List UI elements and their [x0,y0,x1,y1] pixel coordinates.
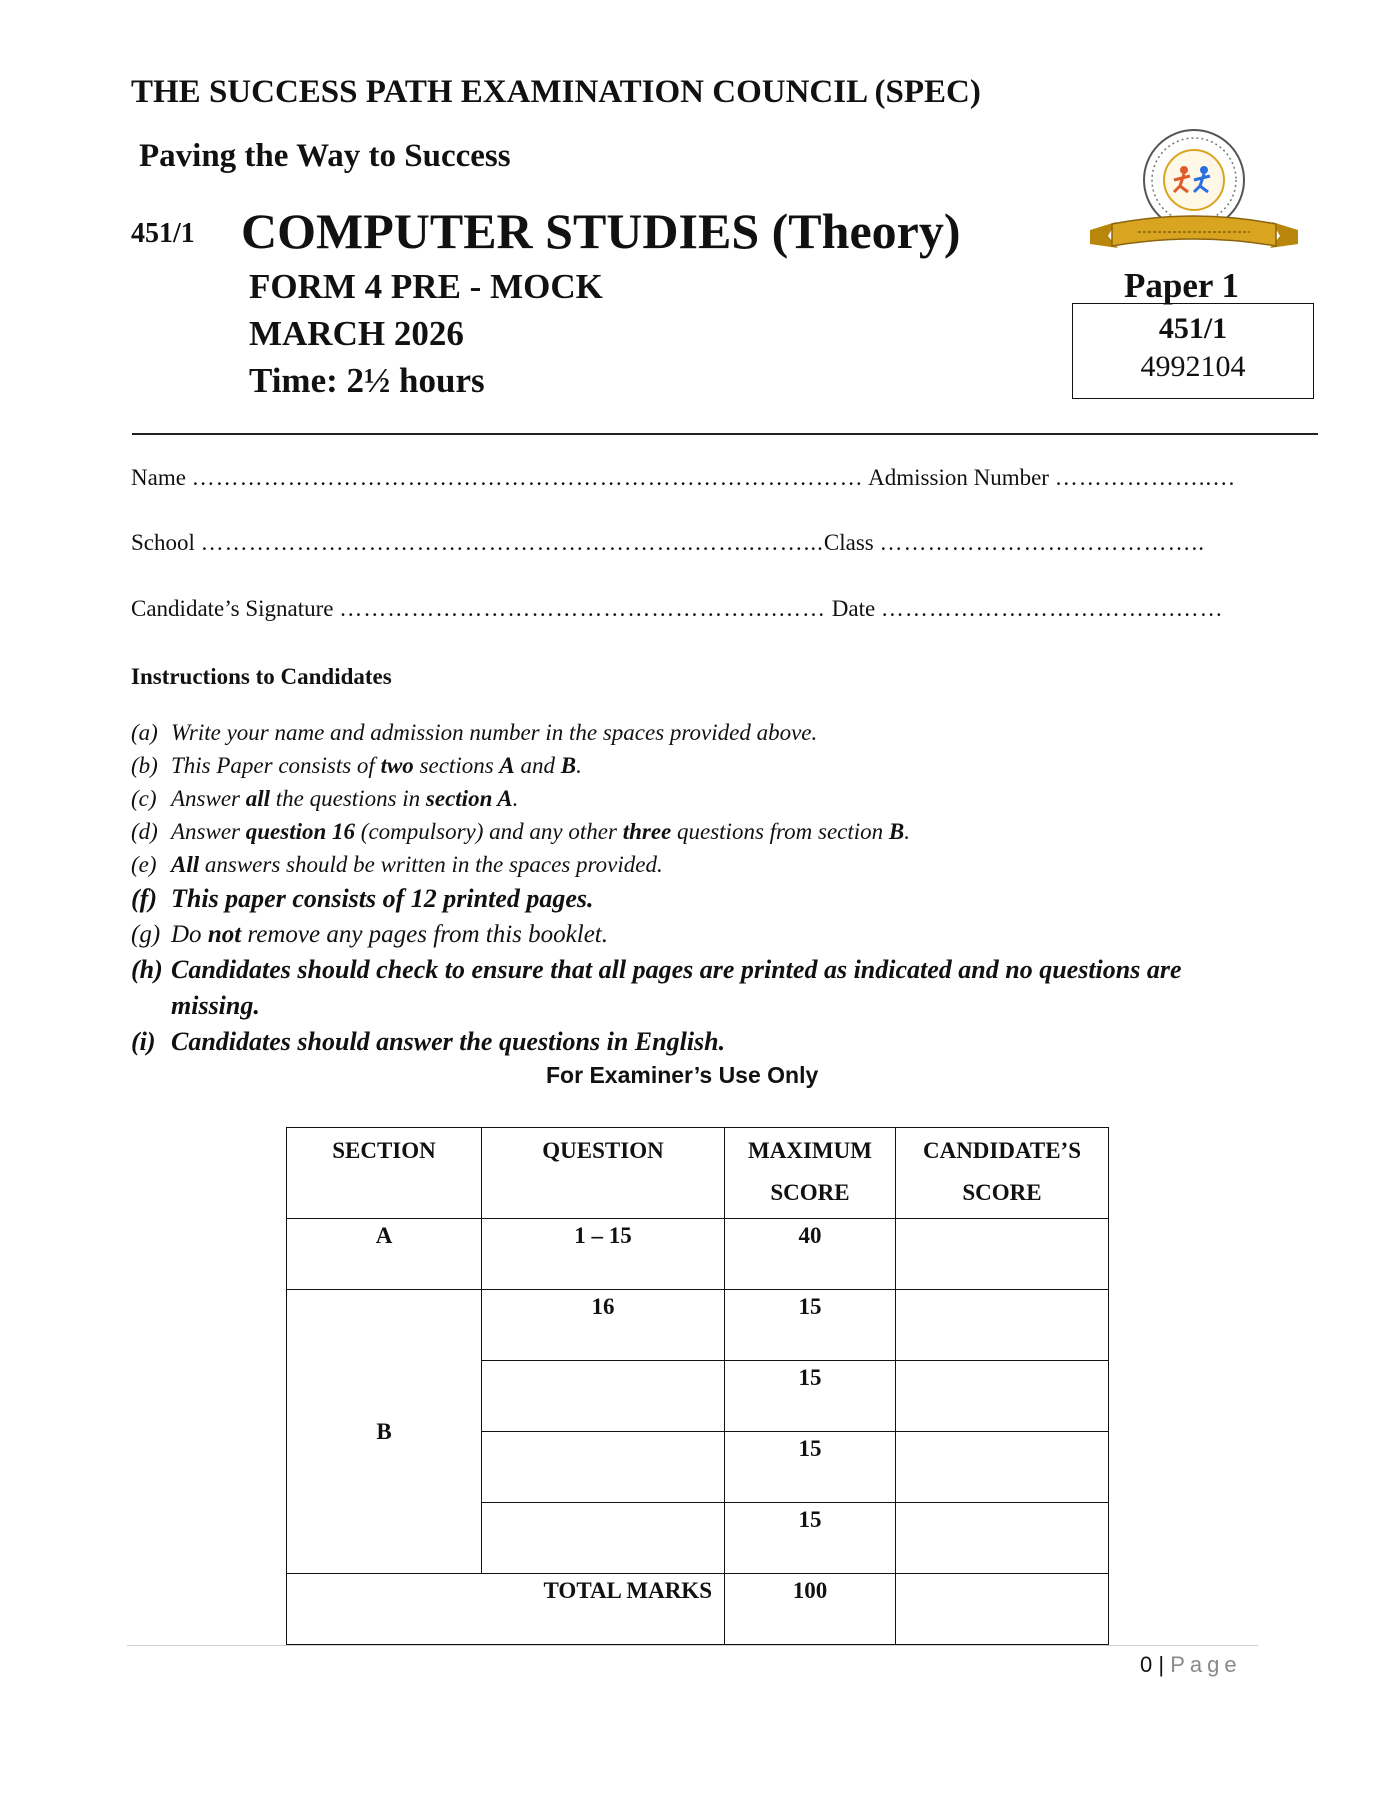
instruction-text: Write your name and admission number in the spaces provided above. [171,720,818,745]
instruction-a [131,720,817,746]
instruction-emphasis: not [207,921,242,948]
instruction-label: (d) [131,819,158,844]
page-footer [1140,1652,1242,1678]
instruction-emphasis: B [888,819,905,844]
exam-duration: Time: 2½ hours [249,361,485,400]
instruction-text: the questions in [270,786,426,811]
instruction-c [131,786,518,812]
section-cell: B [287,1290,482,1574]
instruction-d [131,819,910,845]
name-field[interactable]: ………………………………………………………………………… [191,465,864,490]
page-word: Page [1170,1652,1242,1677]
header-label: MAXIMUM [748,1138,872,1163]
page-number: 0 [1140,1652,1153,1677]
header-label: CANDIDATE’S [922,1138,1082,1163]
question-cell[interactable] [482,1503,725,1574]
instruction-e [131,852,663,878]
name-label: Name [131,465,186,490]
admission-field[interactable]: ………………..… [1054,465,1237,490]
instruction-emphasis: question 16 [245,819,356,844]
candidate-score-cell[interactable] [896,1290,1109,1361]
name-line [131,465,1236,491]
organization-title: THE SUCCESS PATH EXAMINATION COUNCIL (SPEC) [131,74,981,110]
instruction-emphasis: A [499,753,515,778]
instruction-emphasis: section A [425,786,513,811]
instruction-text: Do [171,921,208,948]
signature-label: Candidate’s Signature [131,596,334,621]
class-label: Class [823,530,874,555]
max-score-cell: 15 [725,1361,896,1432]
exam-date: MARCH 2026 [249,314,464,353]
candidate-score-cell[interactable] [896,1503,1109,1574]
instruction-h-continued: missing. [171,991,260,1020]
exam-form: FORM 4 PRE - MOCK [249,267,603,306]
instruction-emphasis: All [171,852,200,877]
paper-code: 451/1 [1158,312,1228,345]
instruction-label: (b) [131,753,158,778]
instruction-text: sections [413,753,500,778]
instruction-text: Answer [171,819,246,844]
max-score-cell: 40 [725,1219,896,1290]
table-header-row [287,1128,1109,1219]
paper-code-box [1072,303,1314,399]
table-row [287,1290,1109,1361]
instruction-text: Candidates should check to ensure that all pages are printed as indicated and no questions are [171,955,1182,984]
instructions-heading: Instructions to Candidates [131,664,392,689]
instruction-label: (c) [131,786,157,811]
header-candidate-score [896,1128,1109,1219]
instruction-text: (compulsory) and any other [355,819,623,844]
instruction-label: (a) [131,720,158,745]
subject-code: 451/1 [131,218,195,249]
max-score-cell: 15 [725,1290,896,1361]
header-max-score [725,1128,896,1219]
school-label: School [131,530,195,555]
subject-title: COMPUTER STUDIES (Theory) [241,203,961,259]
date-field[interactable]: ……………………………….…… [880,596,1224,621]
header-divider [132,433,1318,435]
instruction-text: . [512,786,519,811]
instruction-text: remove any pages from this booklet. [241,921,608,948]
instruction-text: questions from section [671,819,889,844]
instruction-text: This paper consists of 12 printed pages. [171,884,594,913]
council-logo-icon [1088,128,1300,263]
total-max-cell: 100 [725,1574,896,1645]
instruction-text: . [576,753,582,778]
examiner-title: For Examiner’s Use Only [546,1062,819,1088]
instruction-text: and [514,753,561,778]
instruction-text: . [904,819,910,844]
max-score-cell: 15 [725,1503,896,1574]
candidate-score-cell[interactable] [896,1432,1109,1503]
instruction-b [131,753,582,779]
signature-field[interactable]: ……………………………………………….…… [339,596,826,621]
question-cell[interactable] [482,1432,725,1503]
table-total-row [287,1574,1109,1645]
instruction-i [131,1027,725,1057]
admission-label: Admission Number [868,465,1049,490]
school-line [131,530,1205,556]
instruction-emphasis: three [622,819,672,844]
instruction-emphasis: B [560,753,577,778]
school-field[interactable]: ……………………………………………………..……..……... [200,530,824,555]
total-candidate-cell[interactable] [896,1574,1109,1645]
instruction-emphasis: all [245,786,271,811]
score-table [286,1127,1109,1645]
total-label-cell: TOTAL MARKS [287,1574,725,1645]
signature-line [131,596,1224,622]
instruction-label: (f) [131,884,157,913]
instruction-f [131,884,594,914]
instruction-emphasis: two [380,753,414,778]
date-label: Date [831,596,876,621]
instruction-g [131,921,608,949]
header-label: SECTION [332,1138,436,1163]
instruction-label: (e) [131,852,157,877]
header-label: SCORE [770,1180,850,1205]
header-label: QUESTION [542,1138,664,1163]
footer-separator: | [1158,1652,1165,1677]
tagline: Paving the Way to Success [139,138,511,174]
candidate-score-cell[interactable] [896,1219,1109,1290]
instruction-h [131,955,1182,985]
table-row [287,1219,1109,1290]
question-cell: 16 [482,1290,725,1361]
max-score-cell: 15 [725,1432,896,1503]
question-cell: 1 – 15 [482,1219,725,1290]
paper-label: Paper 1 [1124,266,1240,305]
header-label: SCORE [962,1180,1042,1205]
header-section [287,1128,482,1219]
footer-divider [127,1645,1258,1646]
instruction-text: Answer [171,786,246,811]
instruction-label: (g) [131,921,161,948]
instruction-text: answers should be written in the spaces provided. [199,852,663,877]
class-field[interactable]: ………………………………….. [879,530,1205,555]
paper-number: 4992104 [1140,350,1246,383]
header-question [482,1128,725,1219]
candidate-score-cell[interactable] [896,1361,1109,1432]
instruction-text: Candidates should answer the questions in English. [171,1027,726,1056]
question-cell[interactable] [482,1361,725,1432]
section-cell: A [287,1219,482,1290]
instruction-text: This Paper consists of [171,753,381,778]
instruction-label: (h) [131,955,163,984]
instruction-label: (i) [131,1027,156,1056]
